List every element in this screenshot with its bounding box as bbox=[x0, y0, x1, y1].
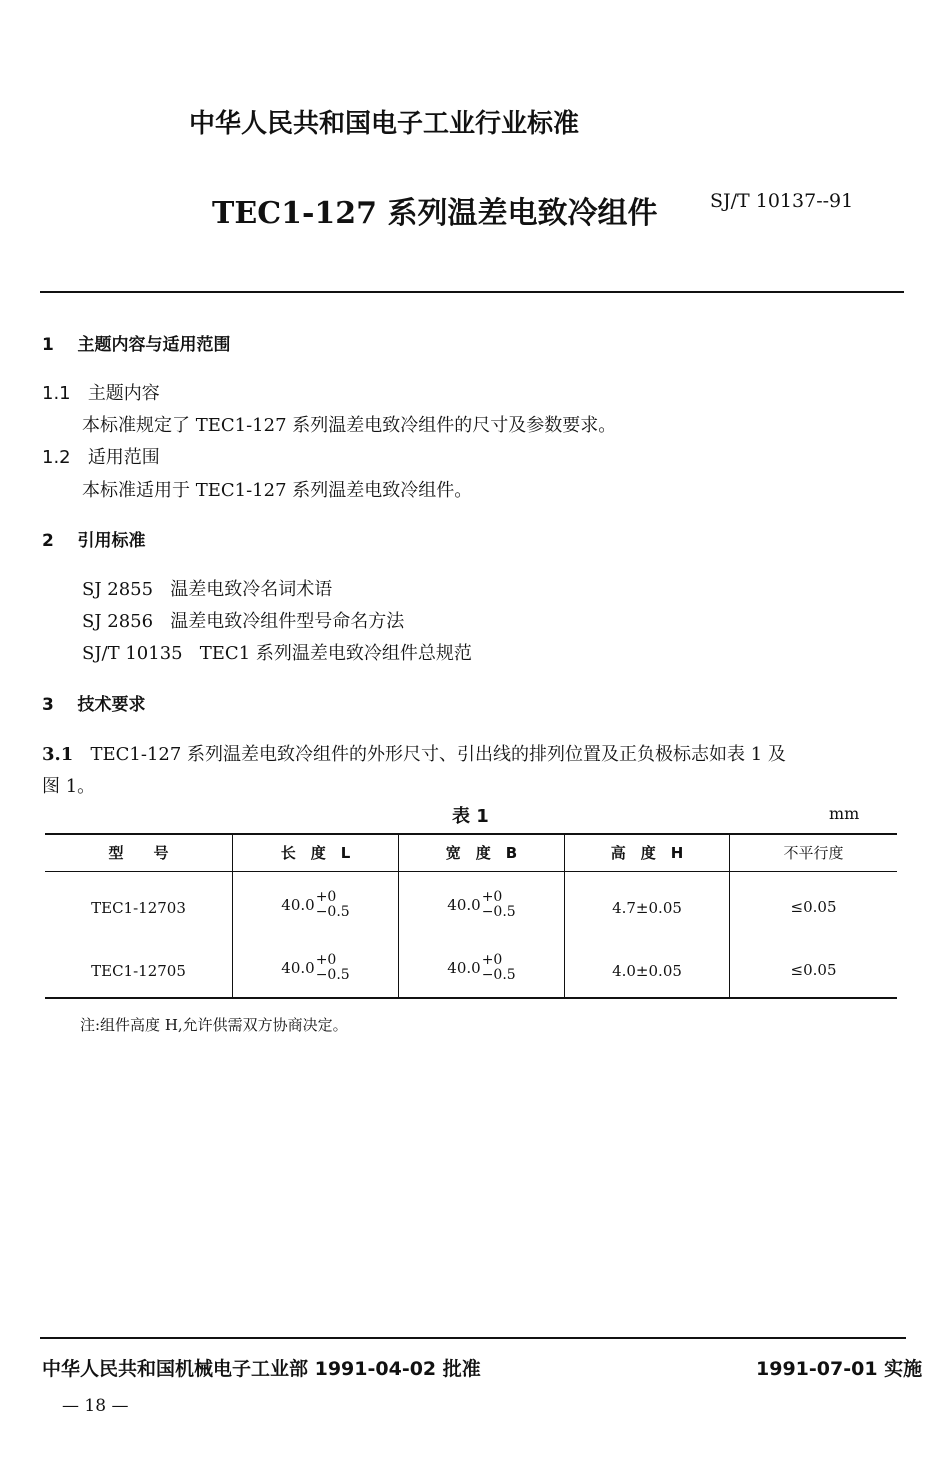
width-base: 40.0 bbox=[447, 959, 481, 977]
column-header-model: 型 号 bbox=[108, 844, 169, 862]
effective-date: 1991-07-01 实施 bbox=[756, 1358, 923, 1380]
section-3-1-line1 bbox=[42, 740, 786, 766]
table-bottom-rule bbox=[45, 997, 897, 999]
tolerance-upper: +0 bbox=[315, 889, 337, 905]
reference-name: TEC1 系列温差电致冷组件总规范 bbox=[199, 643, 472, 664]
section-3-heading bbox=[42, 690, 146, 715]
section-title: 适用范围 bbox=[87, 447, 160, 468]
approval-line: 中华人民共和国机械电子工业部 1991-04-02 批准 bbox=[42, 1358, 481, 1380]
section-number: 3.1 bbox=[42, 744, 74, 765]
reference-item bbox=[82, 575, 332, 601]
section-1-2-heading bbox=[42, 443, 160, 469]
cell-model: TEC1-12703 bbox=[91, 899, 186, 917]
tolerance-lower: −0.5 bbox=[481, 967, 516, 983]
section-title: 技术要求 bbox=[77, 695, 146, 715]
cell-height: 4.7±0.05 bbox=[612, 899, 682, 917]
section-1-heading bbox=[42, 330, 231, 355]
header-rule bbox=[40, 291, 904, 293]
reference-name: 温差电致冷组件型号命名方法 bbox=[170, 611, 405, 632]
document-title: TEC1-127 系列温差电致冷组件 bbox=[212, 196, 658, 231]
length-tolerance bbox=[316, 953, 350, 983]
table-header-rule bbox=[45, 871, 897, 872]
section-2-heading bbox=[42, 526, 146, 551]
reference-code: SJ/T 10135 bbox=[82, 643, 183, 664]
column-header-width: 宽 度 B bbox=[445, 844, 518, 862]
table-unit: mm bbox=[829, 804, 860, 823]
length-base: 40.0 bbox=[281, 896, 315, 914]
tolerance-upper: +0 bbox=[481, 952, 503, 968]
length-tolerance bbox=[316, 890, 350, 920]
tolerance-upper: +0 bbox=[481, 889, 503, 905]
cell-nonparallel: ≤0.05 bbox=[790, 961, 837, 979]
cell-width bbox=[399, 953, 564, 983]
cell-height: 4.0±0.05 bbox=[612, 962, 682, 980]
section-number: 2 bbox=[42, 531, 54, 551]
section-number: 1 bbox=[42, 335, 54, 355]
tolerance-lower: −0.5 bbox=[481, 904, 516, 920]
section-1-2-body: 本标准适用于 TEC1-127 系列温差电致冷组件。 bbox=[82, 480, 473, 501]
cell-length bbox=[233, 890, 398, 920]
width-tolerance bbox=[482, 953, 516, 983]
section-number: 1.1 bbox=[42, 383, 71, 404]
reference-item bbox=[82, 607, 404, 633]
section-title: 主题内容与适用范围 bbox=[77, 335, 231, 355]
section-number: 1.2 bbox=[42, 447, 71, 468]
tolerance-upper: +0 bbox=[315, 952, 337, 968]
table-top-rule bbox=[45, 833, 897, 835]
org-standard-heading: 中华人民共和国电子工业行业标准 bbox=[189, 109, 580, 139]
cell-width bbox=[399, 890, 564, 920]
reference-code: SJ 2856 bbox=[82, 611, 154, 632]
tolerance-lower: −0.5 bbox=[315, 967, 350, 983]
cell-nonparallel: ≤0.05 bbox=[790, 898, 837, 916]
section-3-1-text: TEC1-127 系列温差电致冷组件的外形尺寸、引出线的排列位置及正负极标志如表 1 及 bbox=[90, 744, 786, 765]
width-base: 40.0 bbox=[447, 896, 481, 914]
length-base: 40.0 bbox=[281, 959, 315, 977]
section-title: 引用标准 bbox=[77, 531, 146, 551]
column-header-length: 长 度 L bbox=[280, 844, 351, 862]
column-header-nonparallel: 不平行度 bbox=[783, 844, 844, 862]
reference-name: 温差电致冷名词术语 bbox=[170, 579, 333, 600]
tolerance-lower: −0.5 bbox=[315, 904, 350, 920]
standard-code: SJ/T 10137--91 bbox=[710, 190, 854, 212]
section-title: 主题内容 bbox=[87, 383, 160, 404]
cell-length bbox=[233, 953, 398, 983]
table-caption: 表 1 bbox=[452, 806, 489, 827]
page-number: — 18 — bbox=[62, 1396, 129, 1416]
reference-code: SJ 2855 bbox=[82, 579, 154, 600]
section-3-1-line2: 图 1。 bbox=[42, 776, 96, 797]
cell-model: TEC1-12705 bbox=[91, 962, 186, 980]
section-1-1-body: 本标准规定了 TEC1-127 系列温差电致冷组件的尺寸及参数要求。 bbox=[82, 415, 617, 436]
width-tolerance bbox=[482, 890, 516, 920]
section-number: 3 bbox=[42, 695, 54, 715]
table-note: 注:组件高度 H,允许供需双方协商决定。 bbox=[80, 1016, 348, 1034]
column-header-height: 高 度 H bbox=[610, 844, 684, 862]
section-1-1-heading bbox=[42, 379, 160, 405]
reference-item bbox=[82, 639, 472, 665]
footer-rule bbox=[40, 1337, 906, 1339]
